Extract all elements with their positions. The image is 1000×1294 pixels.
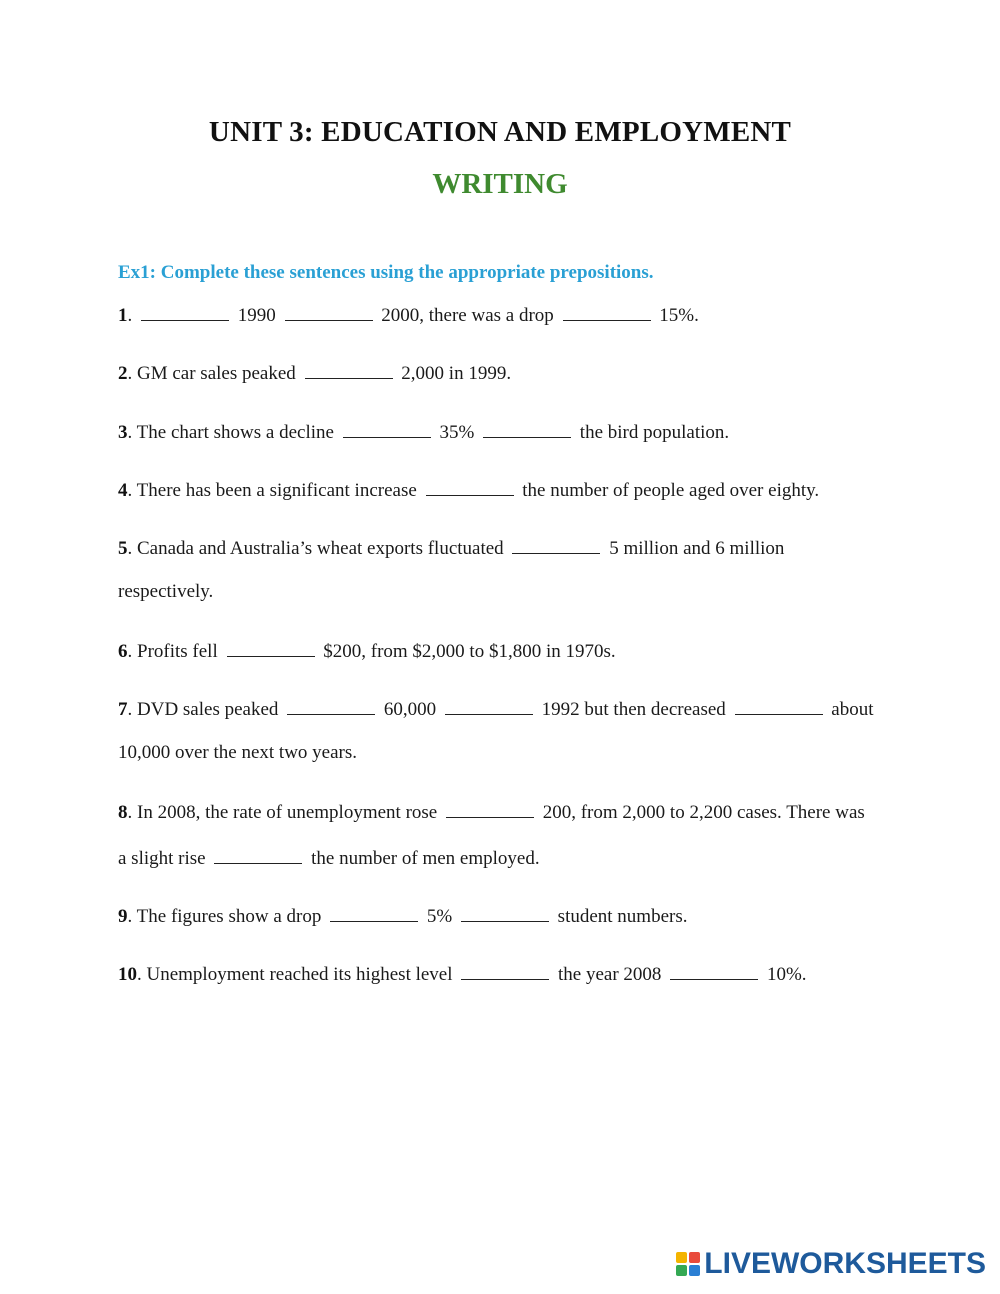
answer-blank[interactable] [343, 419, 431, 438]
question-4: 4. There has been a significant increase the number of people aged over eighty. [118, 477, 819, 503]
question-7: 7. DVD sales peaked 60,000 1992 but then decreased about [118, 696, 874, 722]
question-number: 1 [118, 305, 128, 326]
answer-blank[interactable] [735, 696, 823, 715]
answer-blank[interactable] [461, 903, 549, 922]
answer-blank[interactable] [563, 302, 651, 321]
answer-blank[interactable] [445, 696, 533, 715]
question-6: 6. Profits fell $200, from $2,000 to $1,800 in 1970s. [118, 638, 616, 664]
question-8: 8. In 2008, the rate of unemployment rose 200, from 2,000 to 2,200 cases. There was [118, 799, 865, 825]
question-5-continuation: respectively. [118, 581, 214, 602]
logo-square [689, 1265, 700, 1276]
liveworksheets-logo-icon [676, 1252, 700, 1276]
answer-blank[interactable] [446, 799, 534, 818]
question-number: 6 [118, 641, 128, 662]
question-7-continuation: 10,000 over the next two years. [118, 742, 358, 763]
question-1: 1. 1990 2000, there was a drop 15%. [118, 302, 699, 328]
question-number: 7 [118, 699, 128, 720]
question-9: 9. The figures show a drop 5% student numbers. [118, 903, 688, 929]
page-subtitle: WRITING [432, 168, 568, 200]
answer-blank[interactable] [461, 961, 549, 980]
question-3: 3. The chart shows a decline 35% the bird population. [118, 419, 729, 445]
logo-square [689, 1252, 700, 1263]
exercise-instruction: Ex1: Complete these sentences using the appropriate prepositions. [118, 262, 654, 283]
answer-blank[interactable] [141, 302, 229, 321]
logo-square [676, 1252, 687, 1263]
answer-blank[interactable] [330, 903, 418, 922]
page-title: UNIT 3: EDUCATION AND EMPLOYMENT [208, 116, 792, 148]
question-number: 9 [118, 906, 128, 927]
question-number: 4 [118, 480, 128, 501]
question-2: 2. GM car sales peaked 2,000 in 1999. [118, 360, 511, 386]
question-number: 5 [118, 538, 128, 559]
answer-blank[interactable] [483, 419, 571, 438]
question-number: 8 [118, 802, 128, 823]
question-number: 10 [118, 964, 137, 985]
logo-text: LIVEWORKSHEETS [704, 1247, 986, 1280]
answer-blank[interactable] [227, 638, 315, 657]
liveworksheets-logo[interactable] [676, 1244, 986, 1284]
question-10: 10. Unemployment reached its highest level the year 2008 10%. [118, 961, 807, 987]
question-8-continuation: a slight rise the number of men employed. [118, 845, 540, 871]
answer-blank[interactable] [670, 961, 758, 980]
answer-blank[interactable] [285, 302, 373, 321]
answer-blank[interactable] [512, 535, 600, 554]
logo-square [676, 1265, 687, 1276]
answer-blank[interactable] [287, 696, 375, 715]
answer-blank[interactable] [305, 360, 393, 379]
answer-blank[interactable] [214, 845, 302, 864]
answer-blank[interactable] [426, 477, 514, 496]
question-number: 3 [118, 422, 128, 443]
question-number: 2 [118, 363, 128, 384]
question-5: 5. Canada and Australia’s wheat exports fluctuated 5 million and 6 million [118, 535, 784, 561]
